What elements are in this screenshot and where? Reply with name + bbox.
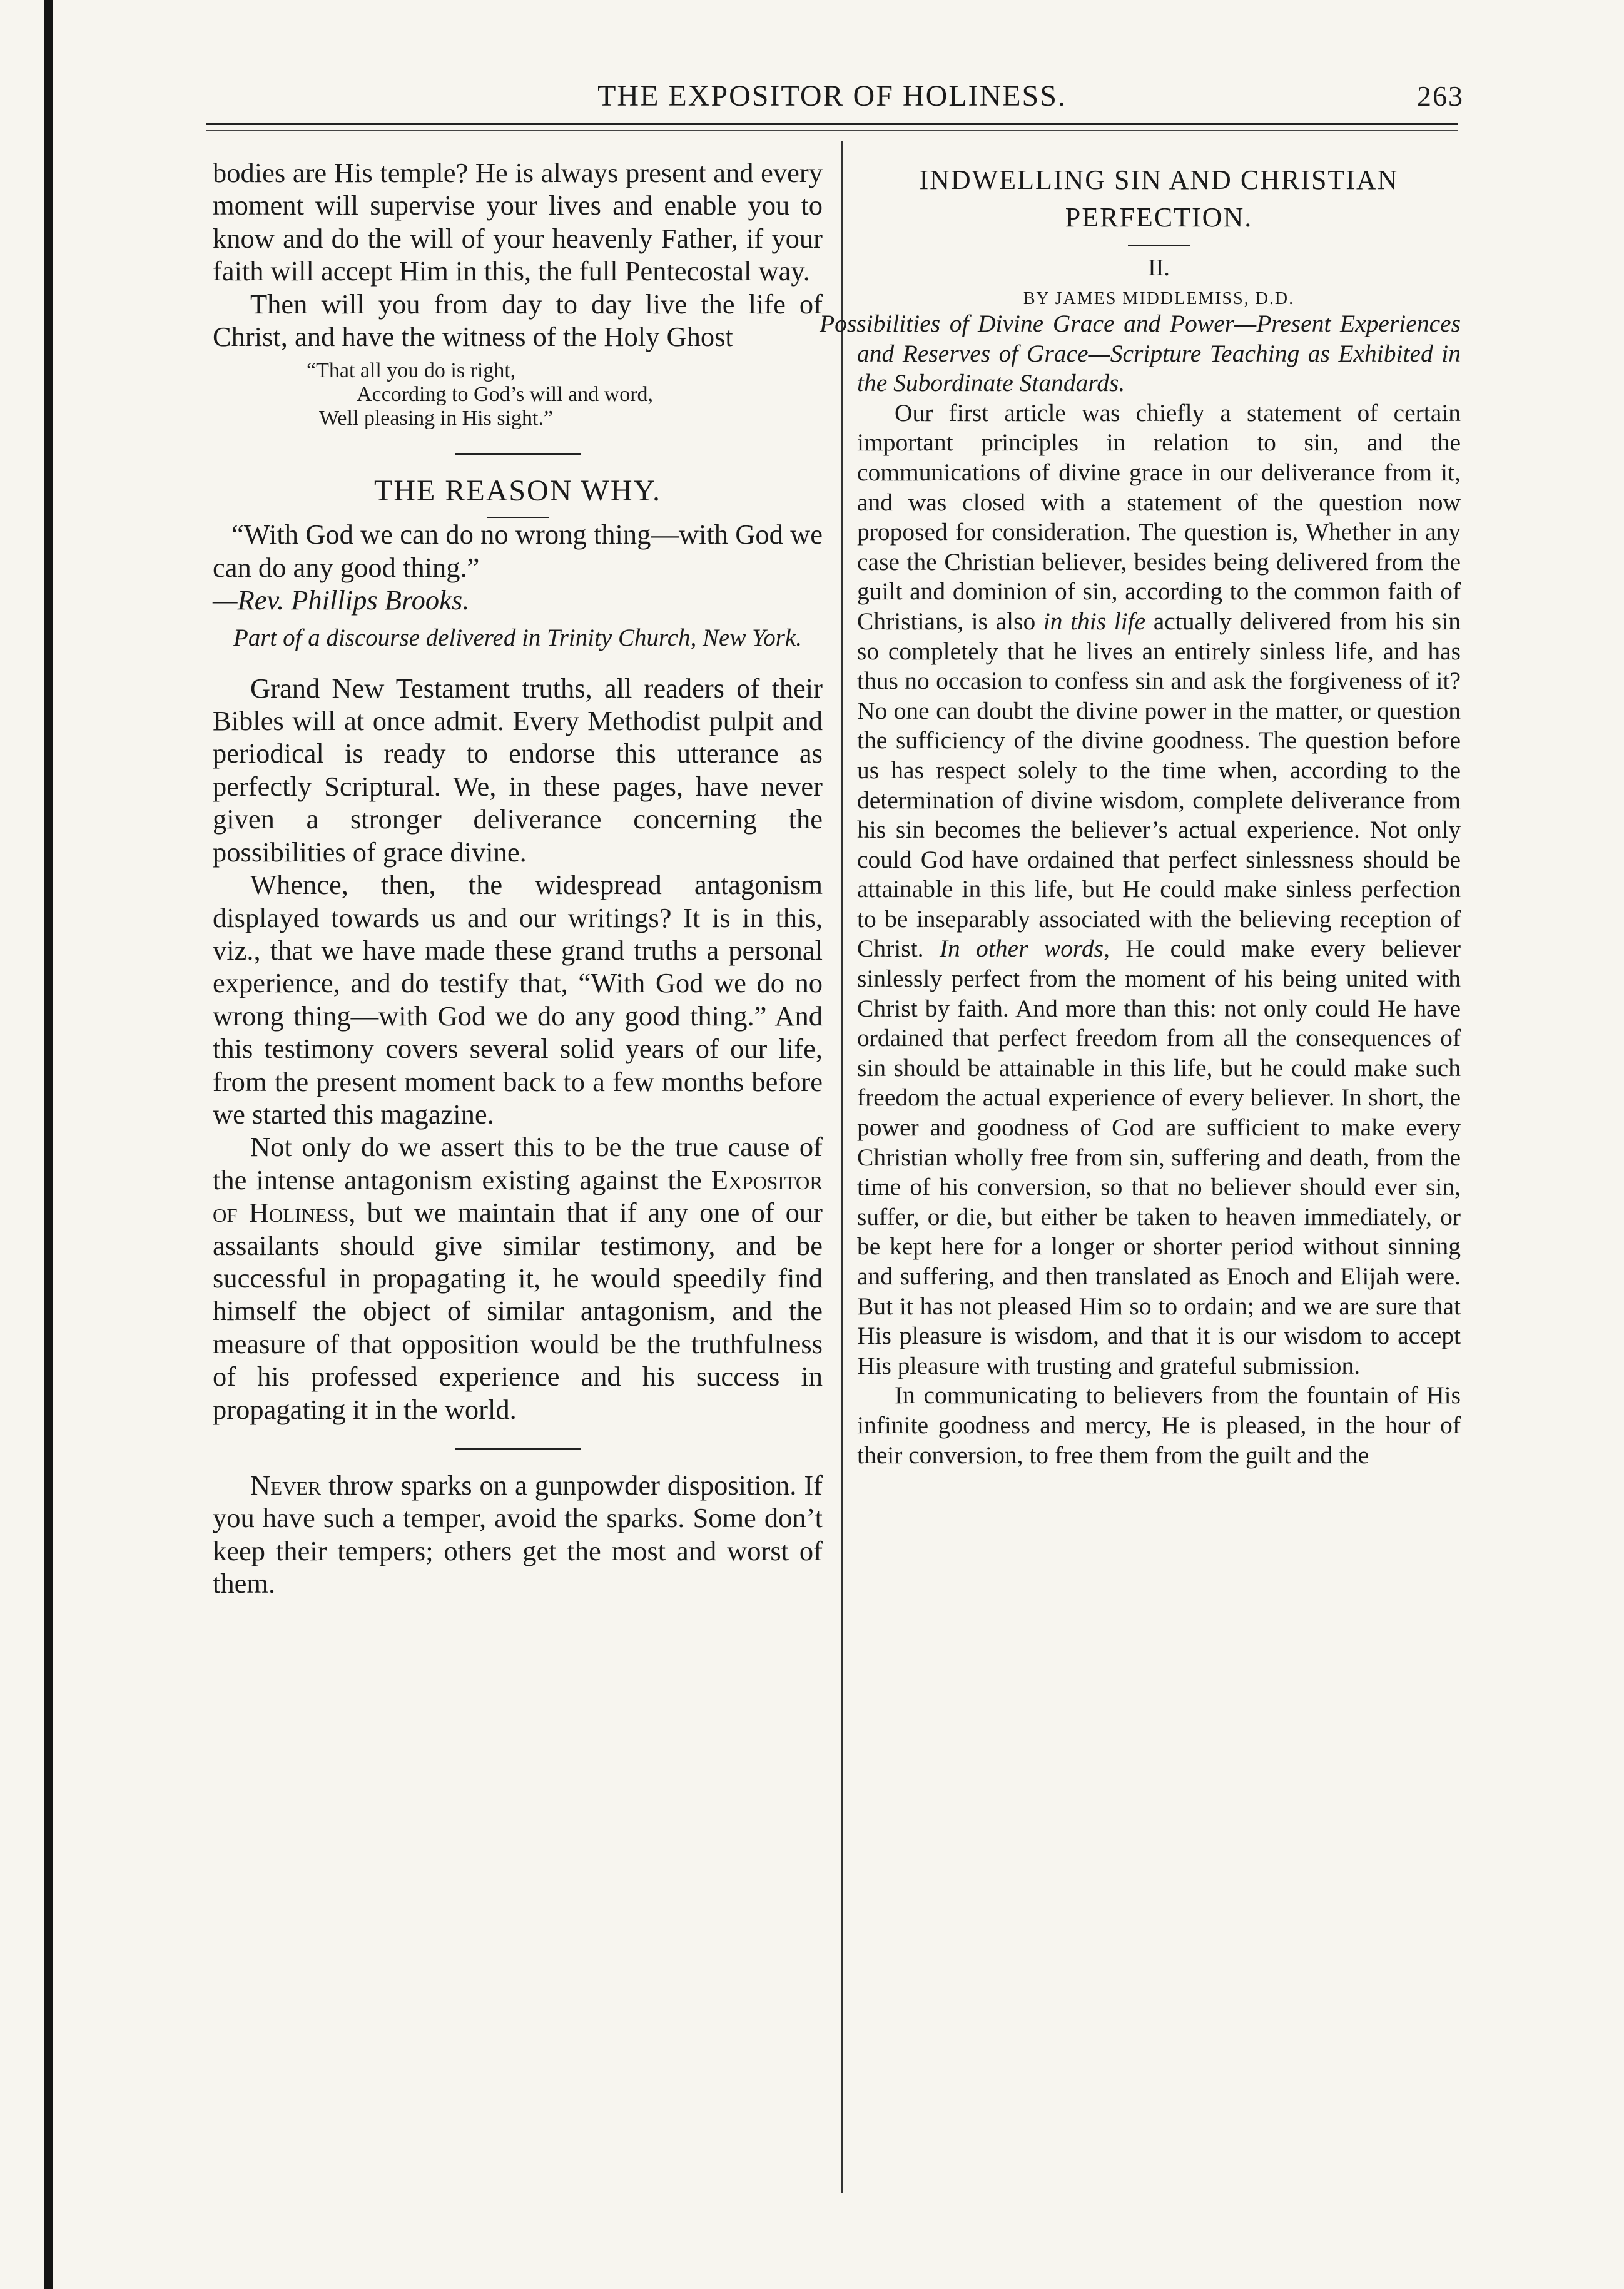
right-column [820, 156, 1461, 1470]
para5-magazine-name: Expositor of Holiness [213, 1164, 823, 1229]
section-rule-2 [455, 1448, 581, 1450]
header-rule-thin [206, 130, 1458, 131]
header-rule [206, 123, 1458, 125]
rp1-emphasis-2: In other words, [939, 935, 1110, 963]
page-number: 263 [1417, 79, 1464, 112]
poem-line-1: “That all you do is right, [307, 359, 516, 383]
poem-excerpt [307, 359, 823, 430]
left-column [213, 156, 823, 1600]
poem-line-3: Well pleasing in His sight.” [319, 407, 554, 430]
left-paragraph-2: Then will you from day to day live the life of Christ, and have the witness of the Holy Ghost [213, 288, 823, 353]
left-paragraph-1: bodies are His temple? He is always present and every moment will supervise your lives and enable you to know and do the will of your heavenly Father, if your faith will accept Him in this, the full Pentecostal way. [213, 157, 823, 287]
author-byline: BY JAMES MIDDLEMISS, D.D. [1023, 289, 1295, 308]
article-title-indwelling-sin: INDWELLING SIN AND CHRISTIAN PERFECTION. [919, 165, 1399, 233]
poem-line-2: According to God’s will and word, [357, 383, 654, 407]
epigraph-attribution: —Rev. Phillips Brooks. [213, 584, 470, 616]
running-header [206, 74, 1464, 118]
para6-lead-word: Never [250, 1469, 322, 1501]
right-paragraph-2: In communicating to believers from the fountain of His infinite goodness and mercy, He is pleased, in the hour of their conversion, to free them from the guilt and the [857, 1381, 1461, 1469]
section-rule [455, 453, 581, 455]
left-paragraph-4: Whence, then, the widespread antagonism displayed towards us and our writings? It is in this, viz., that we have made these grand truths a personal experience, and do testify that, “With God we do no wrong thing—with God we do any good thing.” And this testimony covers several solid years of our life, from the present moment back to a few months before we started this magazine. [213, 869, 823, 1130]
rp1-text-c: He could make every believer sinlessly perfect from the moment of his being united with Christ by faith. And more than this: not only could He have ordained that perfect freedom from all the consequences of sin should be attainable in this life, but he could make such freedom the actual experience of every believer. In short, the power and goodness of God are sufficient to make every Christian wholly free from sin, suffering and death, from the time of his conversion, so that no believer should ever sin, suffer, or die, but either be taken to heaven immediately, or be kept here for a longer or shorter period without sinning and suffering, and then translated as Enoch and Elijah were. But it has not pleased Him so to ordain; and we are sure that His pleasure is wisdom, and that it is our wisdom to accept His pleasure with trusting and grateful submission. [857, 935, 1461, 1379]
left-paragraph-6 [213, 1469, 823, 1600]
journal-title: THE EXPOSITOR OF HOLINESS. [597, 79, 1067, 113]
epigraph-quote: “With God we can do no wrong thing—with God we can do any good thing.” [213, 519, 823, 583]
para5-text-a: Not only do we assert this to be the true cause of the intense antagonism existing against the [213, 1131, 823, 1195]
article-subtitle: Part of a discourse delivered in Trinity Church, New York. [233, 624, 802, 651]
right-paragraph-1 [857, 398, 1461, 1381]
article-title-reason-why: THE REASON WHY. [374, 474, 661, 508]
para6-text: throw sparks on a gunpowder disposition. If you have such a temper, avoid the sparks. Some don’t keep their tempers; others get the most and worst of them. [213, 1469, 823, 1600]
rp1-text-b: actually delivered from his sin so completely that he lives an entirely sinless life, and has thus no occasion to confess sin and ask the forgiveness of it? No one can doubt the divine power in the matter, or question the sufficiency of the divine goodness. The question before us has respect solely to the time when, according to the determination of divine wisdom, complete deliverance from his sin becomes the believer’s actual experience. Not only could God have ordained that perfect sinlessness should be attainable in this life, but He could make sinless perfection to be inseparably associated with the believing reception of Christ. [857, 607, 1461, 963]
article-part-number: II. [1148, 255, 1170, 281]
para5-text-b: , but we maintain that if any one of our assailants should give similar testimony, and be successful in propagating it, he would speedily find himself the object of similar antagonism, and the measure of that opposition would be the truthfulness of his professed experience and his success in propagating it in the world. [213, 1197, 823, 1425]
left-paragraph-3: Grand New Testament truths, all readers of their Bibles will at once admit. Every Methodist pulpit and periodical is ready to endorse this utterance as perfectly Scriptural. We, in these pages, have never given a stronger deliverance concerning the possibilities of grace divine. [213, 672, 823, 868]
page-binding-edge [44, 0, 53, 2289]
article-summary: Possibilities of Divine Grace and Power—Present Experiences and Reserves of Grace—Scripture Teaching as Exhibited in the Subordinate Standards. [820, 310, 1461, 397]
column-divider [841, 141, 843, 2193]
rp1-emphasis-1: in this life [1043, 607, 1146, 635]
right-title-rule [1128, 245, 1190, 246]
left-paragraph-5 [213, 1130, 823, 1426]
rp1-text-a: Our first article was chiefly a statement of certain important principles in relation to sin, and the communications of divine grace in our deliverance from it, and was closed with a statement of the question now proposed for consideration. The question is, Whether in any case the Christian believer, besides being delivered from the guilt and dominion of sin, according to the common faith of Christians, is also [857, 398, 1461, 635]
